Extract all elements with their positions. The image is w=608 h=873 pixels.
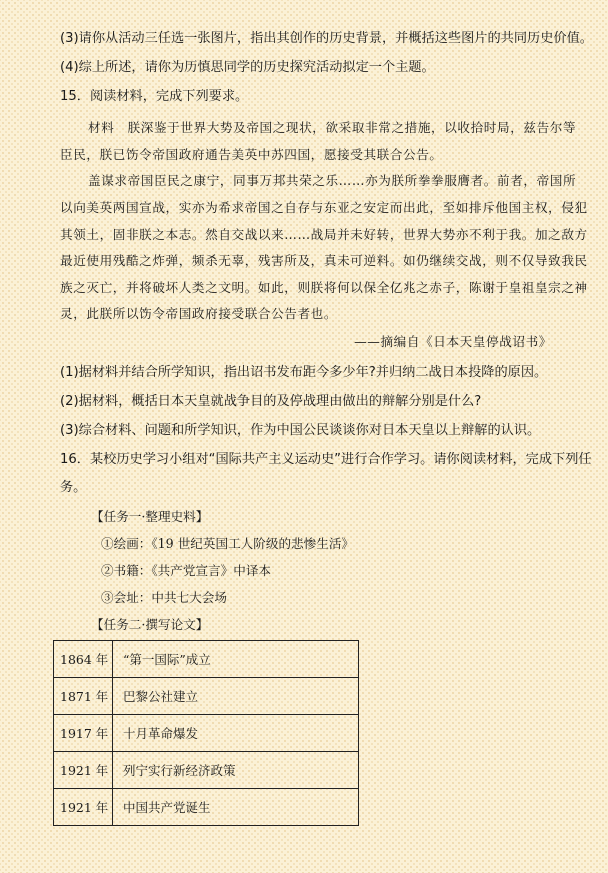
- material-source: ——摘编自《日本天皇停战诏书》: [354, 334, 552, 349]
- year-cell: 1921 年: [54, 789, 113, 826]
- task1-item: ③会址：中共七大会场: [101, 590, 227, 605]
- material-line: 材料 朕深鉴于世界大势及帝国之现状，欲采取非常之措施，以收拾时局，兹告尔等: [88, 120, 577, 135]
- table-row: [54, 678, 359, 715]
- material-line: 臣民，朕已饬令帝国政府通告美英中苏四国，愿接受其联合公告。: [60, 147, 443, 162]
- year-cell: 1871 年: [54, 678, 113, 715]
- question-14-3: (3)请你从活动三任选一张图片，指出其创作的历史背景，并概括这些图片的共同历史价值。: [60, 31, 593, 46]
- event-cell: 十月革命爆发: [113, 715, 359, 752]
- timeline-table: [53, 640, 359, 826]
- question-16-heading: 16．某校历史学习小组对“国际共产主义运动史”进行合作学习。请你阅读材料，完成下列任: [60, 452, 592, 467]
- task1-item: ②书籍：《共产党宣言》中译本: [101, 563, 272, 578]
- material-line: 其领土，固非朕之本志。然自交战以来……战局并未好转，世界大势亦不利于我。加之敌方: [60, 227, 588, 242]
- question-15-2: (2)据材料，概括日本天皇就战争目的及停战理由做出的辩解分别是什么?: [60, 394, 482, 409]
- task1-item: ①绘画：《19 世纪英国工人阶级的悲惨生活》: [101, 536, 355, 551]
- event-cell: 中国共产党诞生: [113, 789, 359, 826]
- material-line: 灵，此朕所以饬令帝国政府接受联合公告者也。: [60, 306, 338, 321]
- material-line: 以向美英两国宣战，实亦为希求帝国之自存与东亚之安定而出此，至如排斥他国主权，侵犯: [60, 200, 588, 215]
- material-line: 最近使用残酷之炸弹，频杀无辜，残害所及，真未可逆料。如仍继续交战，则不仅导致我民: [60, 253, 588, 268]
- year-cell: 1917 年: [54, 715, 113, 752]
- event-cell: “第一国际”成立: [113, 641, 359, 678]
- question-15-1: (1)据材料并结合所学知识，指出诏书发布距今多少年?并归纳二战日本投降的原因。: [60, 365, 548, 380]
- question-15-heading: 15．阅读材料，完成下列要求。: [60, 89, 249, 104]
- table-row: [54, 641, 359, 678]
- material-line: 盖谋求帝国臣民之康宁，同事万邦共荣之乐……亦为朕所拳拳服膺者。前者，帝国所: [88, 173, 577, 188]
- question-15-3: (3)综合材料、问题和所学知识，作为中国公民谈谈你对日本天皇以上辩解的认识。: [60, 423, 541, 438]
- task1-heading: 【任务一·整理史料】: [91, 509, 209, 524]
- table-row: [54, 752, 359, 789]
- table-row: [54, 789, 359, 826]
- year-cell: 1921 年: [54, 752, 113, 789]
- event-cell: 列宁实行新经济政策: [113, 752, 359, 789]
- task2-heading: 【任务二·撰写论文】: [91, 617, 209, 632]
- question-14-4: (4)综上所述，请你为历慎思同学的历史探究活动拟定一个主题。: [60, 60, 435, 75]
- question-16-heading-cont: 务。: [60, 480, 87, 495]
- table-row: [54, 715, 359, 752]
- material-line: 族之灭亡，并将破坏人类之文明。如此，则朕将何以保全亿兆之赤子，陈谢于皇祖皇宗之神: [60, 280, 588, 295]
- year-cell: 1864 年: [54, 641, 113, 678]
- event-cell: 巴黎公社建立: [113, 678, 359, 715]
